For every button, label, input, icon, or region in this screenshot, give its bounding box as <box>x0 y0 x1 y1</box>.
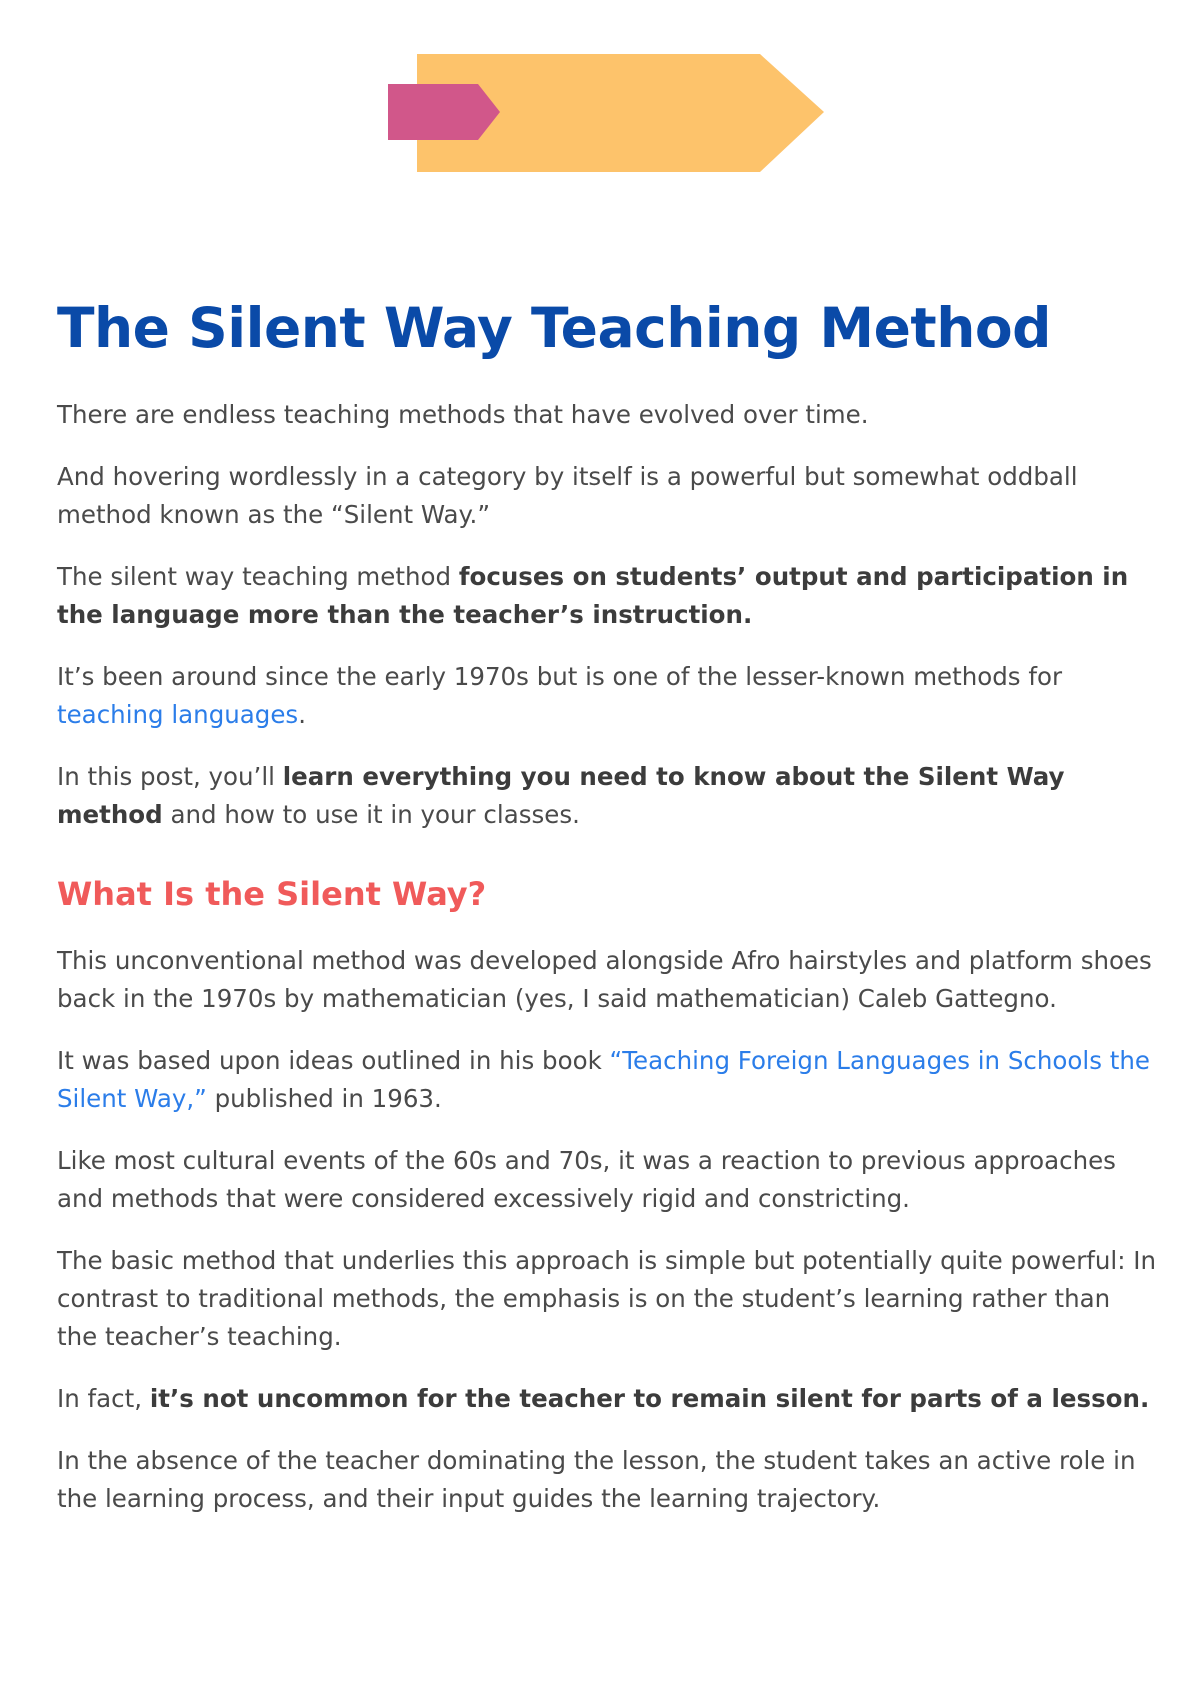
section-heading-what-is-silent-way: What Is the Silent Way? <box>57 875 487 913</box>
bold-text: it’s not uncommon for the teacher to remain silent for parts of a lesson. <box>149 1384 1150 1413</box>
bold-text: focuses on students’ output and participation in the language more than the teacher’s instruction. <box>57 562 1129 629</box>
paragraph <box>57 1042 1157 1118</box>
text-span: It was based upon ideas outlined in his book <box>57 1046 610 1075</box>
text-span: and how to use it in your classes. <box>162 800 580 829</box>
paragraph <box>57 458 1157 534</box>
text-span: The basic method that underlies this approach is simple but potentially quite powerful: In contrast to traditional methods, the emphasis is on the student’s learning rather than the teacher’s teaching. <box>57 1246 1157 1351</box>
inline-link[interactable]: teaching languages <box>57 700 299 729</box>
paragraph <box>57 658 1157 734</box>
section-what-is-silent-way <box>57 942 1157 1518</box>
article-title: The Silent Way Teaching Method <box>57 296 1052 360</box>
paragraph <box>57 1242 1157 1356</box>
text-span: In the absence of the teacher dominating the lesson, the student takes an active role in the learning process, and their input guides the learning trajectory. <box>57 1446 1136 1513</box>
text-span: The silent way teaching method <box>57 562 459 591</box>
text-span: In fact, <box>57 1384 150 1413</box>
paragraph <box>57 1442 1157 1518</box>
paragraph <box>57 1142 1157 1218</box>
article-intro <box>57 396 1157 834</box>
tag-logo <box>388 54 824 172</box>
bold-text: learn everything you need to know about the Silent Way method <box>57 762 1065 829</box>
text-span: . <box>298 700 306 729</box>
text-span: It’s been around since the early 1970s but is one of the lesser-known methods for <box>57 662 1063 691</box>
tag-logo-tip <box>388 84 500 140</box>
text-span: There are endless teaching methods that have evolved over time. <box>57 400 869 429</box>
text-span: In this post, you’ll <box>57 762 283 791</box>
paragraph <box>57 1380 1157 1418</box>
text-span: This unconventional method was developed alongside Afro hairstyles and platform shoes back in the 1970s by mathematician (yes, I said mathematician) Caleb Gattegno. <box>57 946 1152 1013</box>
text-span: Like most cultural events of the 60s and 70s, it was a reaction to previous approaches and methods that were considered excessively rigid and constricting. <box>57 1146 1116 1213</box>
article-body <box>57 292 1157 1542</box>
inline-link[interactable]: “Teaching Foreign Languages in Schools the Silent Way,” <box>57 1046 1150 1113</box>
paragraph <box>57 558 1157 634</box>
paragraph <box>57 758 1157 834</box>
paragraph <box>57 396 1157 434</box>
paragraph <box>57 942 1157 1018</box>
text-span: published in 1963. <box>206 1084 442 1113</box>
text-span: And hovering wordlessly in a category by itself is a powerful but somewhat oddball method known as the “Silent Way.” <box>57 462 1078 529</box>
